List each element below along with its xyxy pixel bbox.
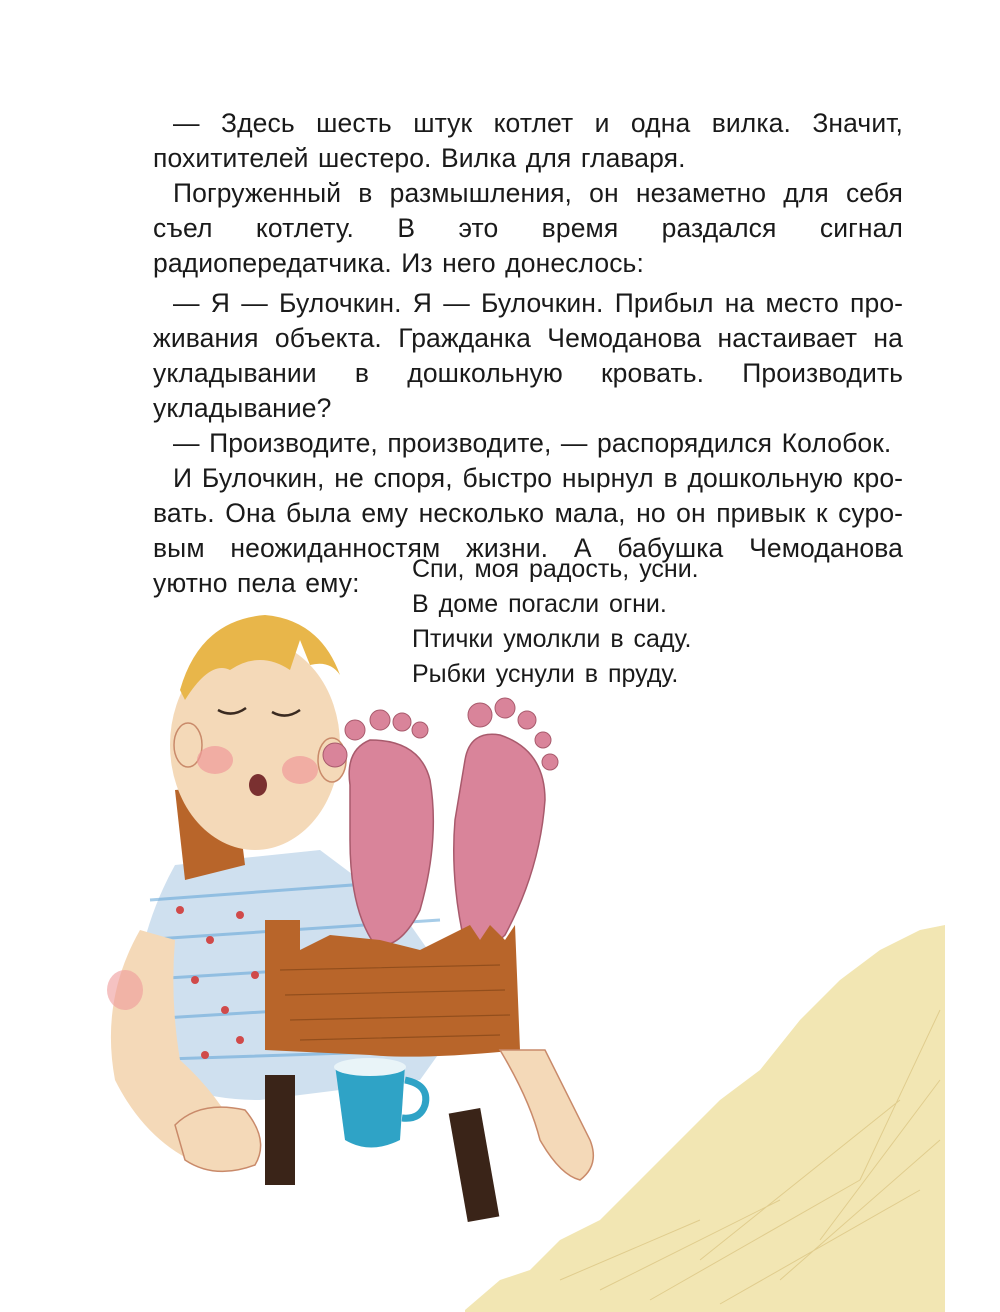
left-hand bbox=[175, 1107, 261, 1171]
left-sole bbox=[349, 740, 433, 946]
poem-line-1: Спи, моя радость, усни. bbox=[412, 555, 699, 583]
poem-line-2: В доме погасли огни. bbox=[412, 590, 667, 618]
bed-leg-left bbox=[265, 1075, 295, 1185]
sleeping-man-illustration bbox=[0, 580, 1000, 1312]
cup-rim bbox=[334, 1058, 406, 1076]
paragraph-4: — Производите, производите, — распорядился Колобок. bbox=[173, 428, 892, 458]
left-cheek bbox=[197, 746, 233, 774]
cup-handle bbox=[402, 1080, 426, 1118]
paragraph-3: — Я — Булочкин. Я — Булочкин. Прибыл на место проживания объекта. Гражданка Чемоданова настаивает на укладывании в дошкольную кровать. Производить укладывание? bbox=[153, 288, 903, 423]
paragraph-1: — Здесь шесть штук котлет и одна вилка. Значит, похитителей шестеро. Вилка для главаря. bbox=[153, 108, 903, 173]
right-sole bbox=[454, 734, 545, 950]
cup bbox=[335, 1065, 405, 1148]
paragraph-5: И Булочкин, не споря, быстро нырнул в дошкольную кровать. Она была ему несколько мала, но он привык к суровым неожиданностям жизни. А бабушка Чемоданова уютно пела ему: bbox=[153, 463, 903, 598]
bed-leg-right bbox=[449, 1108, 500, 1222]
mouth bbox=[249, 774, 267, 796]
right-foot bbox=[500, 1050, 593, 1180]
right-cheek bbox=[282, 756, 318, 784]
story-text bbox=[153, 106, 903, 606]
elbow-blush bbox=[107, 970, 143, 1010]
paragraph-2: Погруженный в размышления, он незаметно для себя съел котлету. В это время раздался сигнал радиопередатчика. Из него донеслось: bbox=[153, 178, 903, 278]
poem-line-3: Птички умолкли в саду. bbox=[412, 625, 692, 653]
poem-line-4: Рыбки уснули в пруду. bbox=[412, 660, 679, 688]
